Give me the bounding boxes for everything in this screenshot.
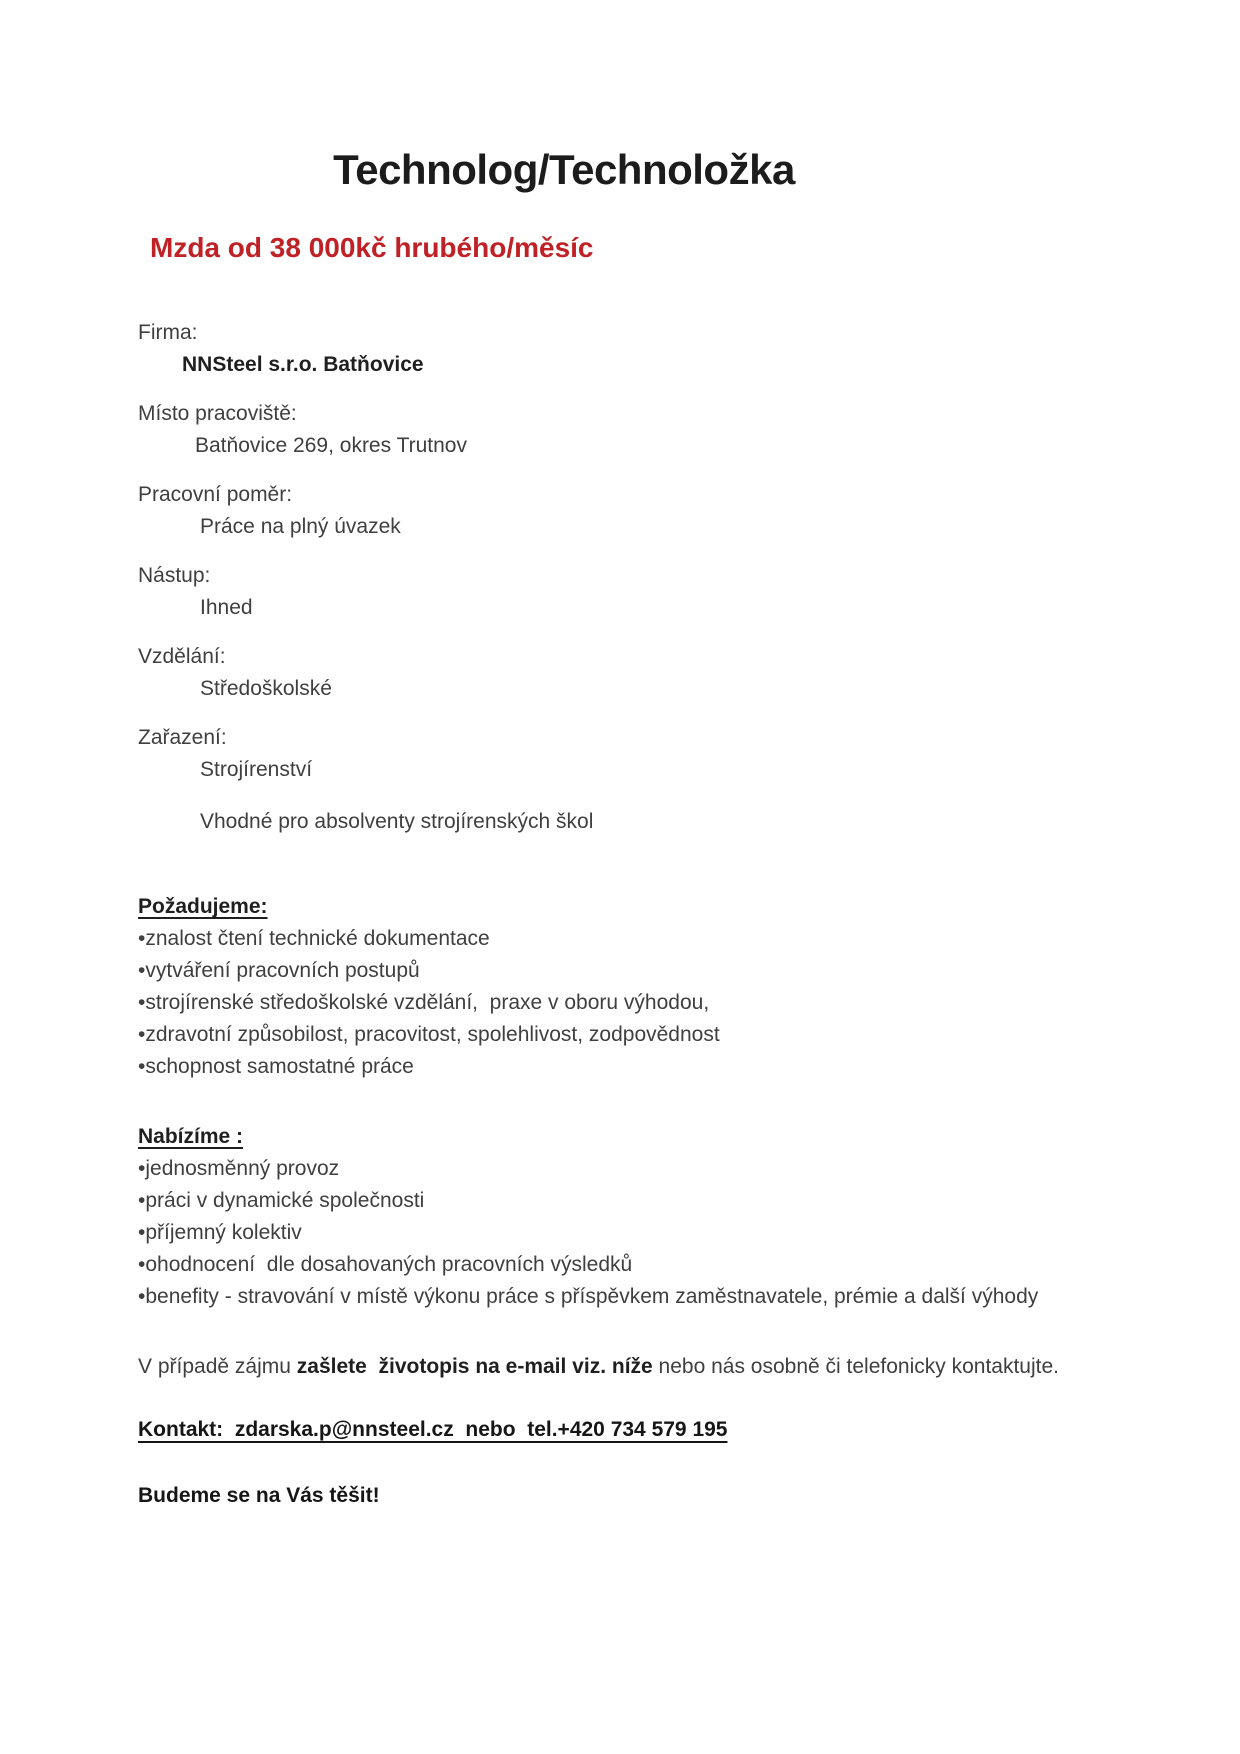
offer-text: práci v dynamické společnosti	[145, 1189, 425, 1212]
field-label: Nástup:	[138, 564, 211, 587]
offer-text: jednosměnný provoz	[145, 1157, 340, 1180]
offer-item	[138, 1281, 1110, 1313]
field-pracovni-pomer	[138, 479, 1110, 543]
requirement-item	[138, 955, 1110, 987]
field-zarazeni	[138, 722, 1110, 786]
field-value: Ihned	[200, 596, 253, 619]
graduates-note: Vhodné pro absolventy strojírenských škol	[200, 810, 594, 833]
closing-text-bold: zašlete životopis na e-mail viz. níže	[296, 1355, 653, 1378]
bullet-icon: •	[138, 1023, 146, 1046]
field-nastup	[138, 560, 1110, 624]
field-firma	[138, 317, 1110, 381]
offer-text: ohodnocení dle dosahovaných pracovních výsledků	[145, 1253, 633, 1276]
offer-section	[138, 1121, 1110, 1313]
offer-item	[138, 1153, 1110, 1185]
farewell-line: Budeme se na Vás těšit!	[138, 1484, 380, 1507]
field-label: Místo pracoviště:	[138, 402, 297, 425]
offer-heading: Nabízíme :	[138, 1125, 244, 1148]
contact-line: Kontakt: zdarska.p@nnsteel.cz nebo tel.+420 734 579 195	[138, 1418, 728, 1441]
field-label: Vzdělání:	[138, 645, 226, 668]
field-vzdelani	[138, 641, 1110, 705]
requirement-text: strojírenské středoškolské vzdělání, praxe v oboru výhodou,	[145, 991, 710, 1014]
offer-item	[138, 1217, 1110, 1249]
field-misto-pracoviste	[138, 398, 1110, 462]
bullet-icon: •	[138, 1157, 146, 1180]
field-label: Firma:	[138, 321, 198, 344]
bullet-icon: •	[138, 991, 146, 1014]
offer-text: příjemný kolektiv	[145, 1221, 302, 1244]
requirement-item	[138, 987, 1110, 1019]
bullet-icon: •	[138, 927, 146, 950]
closing-text-end: nebo nás osobně či telefonicky kontaktujte.	[652, 1355, 1059, 1378]
bullet-icon: •	[138, 1253, 146, 1276]
requirements-section	[138, 891, 1110, 1083]
requirement-item	[138, 923, 1110, 955]
offer-text: benefity - stravování v místě výkonu práce s příspěvkem zaměstnavatele, prémie a další výhody	[145, 1285, 1039, 1308]
offer-item	[138, 1249, 1110, 1281]
salary-subtitle: Mzda od 38 000kč hrubého/měsíc	[150, 232, 594, 263]
requirement-text: vytváření pracovních postupů	[145, 959, 420, 982]
field-value: Batňovice 269, okres Trutnov	[195, 434, 467, 457]
field-value: Strojírenství	[200, 758, 313, 781]
field-value: Práce na plný úvazek	[200, 515, 401, 538]
bullet-icon: •	[138, 1285, 146, 1308]
field-label: Zařazení:	[138, 726, 227, 749]
requirements-heading: Požadujeme:	[138, 895, 268, 918]
requirement-text: znalost čtení technické dokumentace	[145, 927, 490, 950]
requirement-item	[138, 1051, 1110, 1083]
bullet-icon: •	[138, 1221, 146, 1244]
requirement-item	[138, 1019, 1110, 1051]
bullet-icon: •	[138, 1189, 146, 1212]
bullet-icon: •	[138, 1055, 146, 1078]
job-fields	[138, 317, 1110, 786]
closing-text-start: V případě zájmu	[138, 1355, 297, 1378]
offer-item	[138, 1185, 1110, 1217]
requirement-text: schopnost samostatné práce	[145, 1055, 414, 1078]
bullet-icon: •	[138, 959, 146, 982]
requirement-text: zdravotní způsobilost, pracovitost, spolehlivost, zodpovědnost	[145, 1023, 720, 1046]
page-title: Technolog/Technoložka	[333, 146, 795, 193]
field-label: Pracovní poměr:	[138, 483, 293, 506]
field-value: Středoškolské	[200, 677, 332, 700]
closing-paragraph	[138, 1351, 1098, 1383]
field-value: NNSteel s.r.o. Batňovice	[182, 353, 424, 376]
